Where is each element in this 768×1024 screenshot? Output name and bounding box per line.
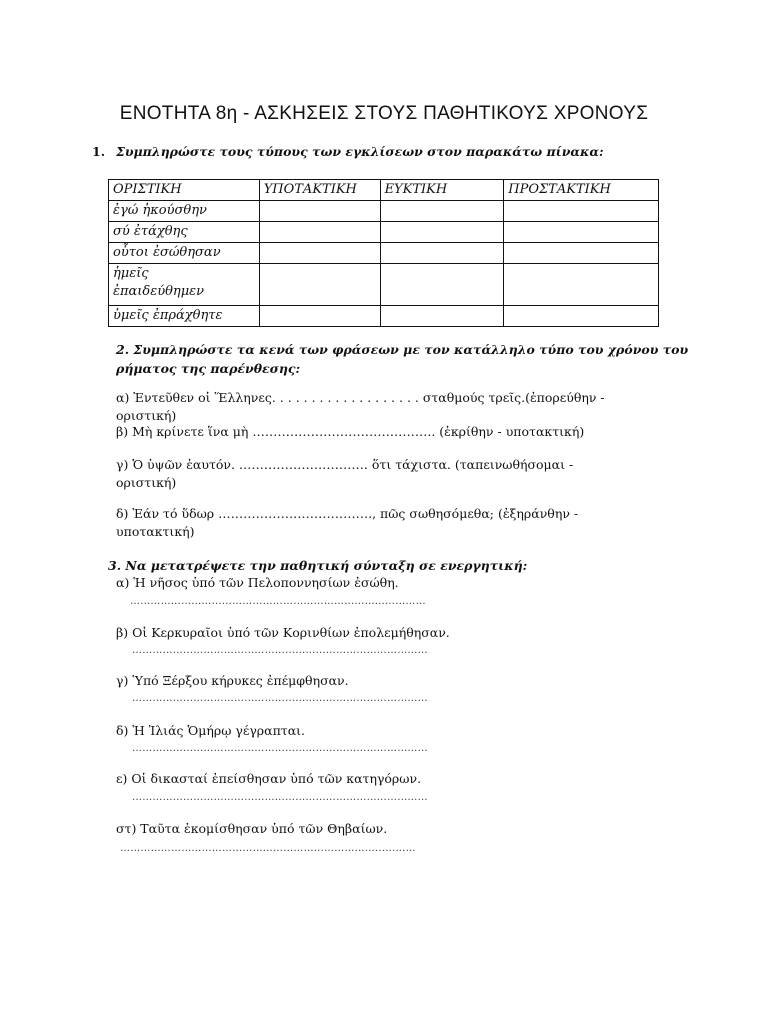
exercise-3-item-b: β) Οἱ Κερκυραῖοι ὑπό τῶν Κορινθίων ἐπολεμήθησαν. — [116, 625, 450, 640]
answer-cell[interactable] — [380, 243, 504, 264]
header-prostaktiki: ΠΡΟΣΤΑΚΤΙΚΗ — [504, 180, 659, 201]
page-title: ΕΝΟΤΗΤΑ 8η - ΑΣΚΗΣΕΙΣ ΣΤΟΥΣ ΠΑΘΗΤΙΚΟΥΣ ΧΡΟΝΟΥΣ — [119, 103, 649, 124]
table-header-row — [109, 180, 659, 201]
table-cell-line: ἐπαιδεύθημεν — [113, 284, 205, 299]
exercise-3-item-e: ε) Οἱ δικασταί ἐπείσθησαν ὑπό τῶν κατηγόρων. — [116, 771, 422, 786]
exercise-2-item-a — [116, 389, 605, 425]
answer-line[interactable]: …………………………………………………………………………… — [132, 645, 428, 656]
table-cell-line: ἡμεῖς — [113, 266, 149, 281]
exercise-1-text: Συμπληρώστε τους τύπους των εγκλίσεων στον παρακάτω πίνακα: — [116, 144, 604, 159]
answer-line[interactable]: …………………………………………………………………………… — [130, 596, 426, 607]
answer-cell[interactable] — [259, 201, 380, 222]
table-cell — [109, 264, 260, 306]
answer-line[interactable]: …………………………………………………………………………… — [132, 792, 428, 803]
exercise-3-item-a: α) Ἡ νῆσος ὑπό τῶν Πελοποννησίων ἐσώθη. — [116, 575, 399, 590]
header-oristiki: ΟΡΙΣΤΙΚΗ — [109, 180, 260, 201]
exercise-3-instruction: 3. Να μετατρέψετε την παθητική σύνταξη σε ενεργητική: — [108, 558, 528, 573]
answer-line[interactable]: …………………………………………………………………………… — [120, 843, 416, 854]
exercise-3-item-st: στ) Ταῦτα ἐκομίσθησαν ὑπό τῶν Θηβαίων. — [116, 821, 388, 836]
answer-cell[interactable] — [504, 201, 659, 222]
item-line: β) Μὴ κρίνετε ἵνα μὴ …………………………………….. (ἐκρίθην - υποτακτική) — [116, 424, 585, 439]
exercise-2-instruction — [116, 340, 688, 378]
answer-cell[interactable] — [259, 264, 380, 306]
item-line: οριστική) — [116, 475, 177, 490]
exercise-2-item-b — [116, 423, 584, 441]
item-line: υποτακτική) — [116, 524, 195, 539]
item-line: δ) Ἐάν τό ὕδωρ ………………………………., πῶς σωθησόμεθα; (ἐξηράνθην - — [116, 506, 579, 521]
exercise-1-number: 1. — [92, 144, 106, 159]
answer-cell[interactable] — [259, 243, 380, 264]
answer-cell[interactable] — [259, 306, 380, 327]
moods-table — [108, 179, 659, 327]
item-line: α) Ἐντεῦθεν οἱ Ἕλληνες. . . . . . . . . . . . . . . . . . . σταθμούς τρεῖς.(ἐπορεύθην - — [116, 390, 605, 405]
table-row — [109, 222, 659, 243]
exercise-2-item-c — [116, 456, 573, 492]
table-cell: ἐγώ ἠκούσθην — [109, 201, 260, 222]
table-cell: ὑμεῖς ἐπράχθητε — [109, 306, 260, 327]
table-row — [109, 243, 659, 264]
exercise-2-line: 2. Συμπληρώστε τα κενά των φράσεων με τον κατάλληλο τύπο του χρόνου του — [116, 342, 689, 357]
answer-cell[interactable] — [504, 222, 659, 243]
answer-cell[interactable] — [380, 222, 504, 243]
exercise-3-item-c: γ) Ὑπό Ξέρξου κήρυκες ἐπέμφθησαν. — [116, 673, 349, 688]
exercise-1-instruction — [92, 144, 604, 159]
table-cell: σύ ἐτάχθης — [109, 222, 260, 243]
table-cell: οὗτοι ἐσώθησαν — [109, 243, 260, 264]
answer-cell[interactable] — [380, 306, 504, 327]
answer-cell[interactable] — [504, 264, 659, 306]
exercise-2-item-d — [116, 505, 578, 541]
item-line: οριστική) — [116, 408, 177, 423]
answer-cell[interactable] — [504, 243, 659, 264]
exercise-2-line: ρήματος της παρένθεσης: — [116, 361, 301, 376]
answer-cell[interactable] — [380, 264, 504, 306]
exercise-3-item-d: δ) Ἡ Ἰλιάς Ὁμήρῳ γέγραπται. — [116, 723, 306, 738]
table-row — [109, 264, 659, 306]
answer-cell[interactable] — [380, 201, 504, 222]
table-row — [109, 201, 659, 222]
answer-cell[interactable] — [259, 222, 380, 243]
answer-cell[interactable] — [504, 306, 659, 327]
header-euktiki: ΕΥΚΤΙΚΗ — [380, 180, 504, 201]
answer-line[interactable]: …………………………………………………………………………… — [132, 693, 428, 704]
table-row — [109, 306, 659, 327]
item-line: γ) Ὁ ὑψῶν ἑαυτόν. …………………………. ὅτι τάχιστα. (ταπεινωθήσομαι - — [116, 457, 574, 472]
answer-line[interactable]: …………………………………………………………………………… — [132, 743, 428, 754]
header-ypotaktiki: ΥΠΟΤΑΚΤΙΚΗ — [259, 180, 380, 201]
